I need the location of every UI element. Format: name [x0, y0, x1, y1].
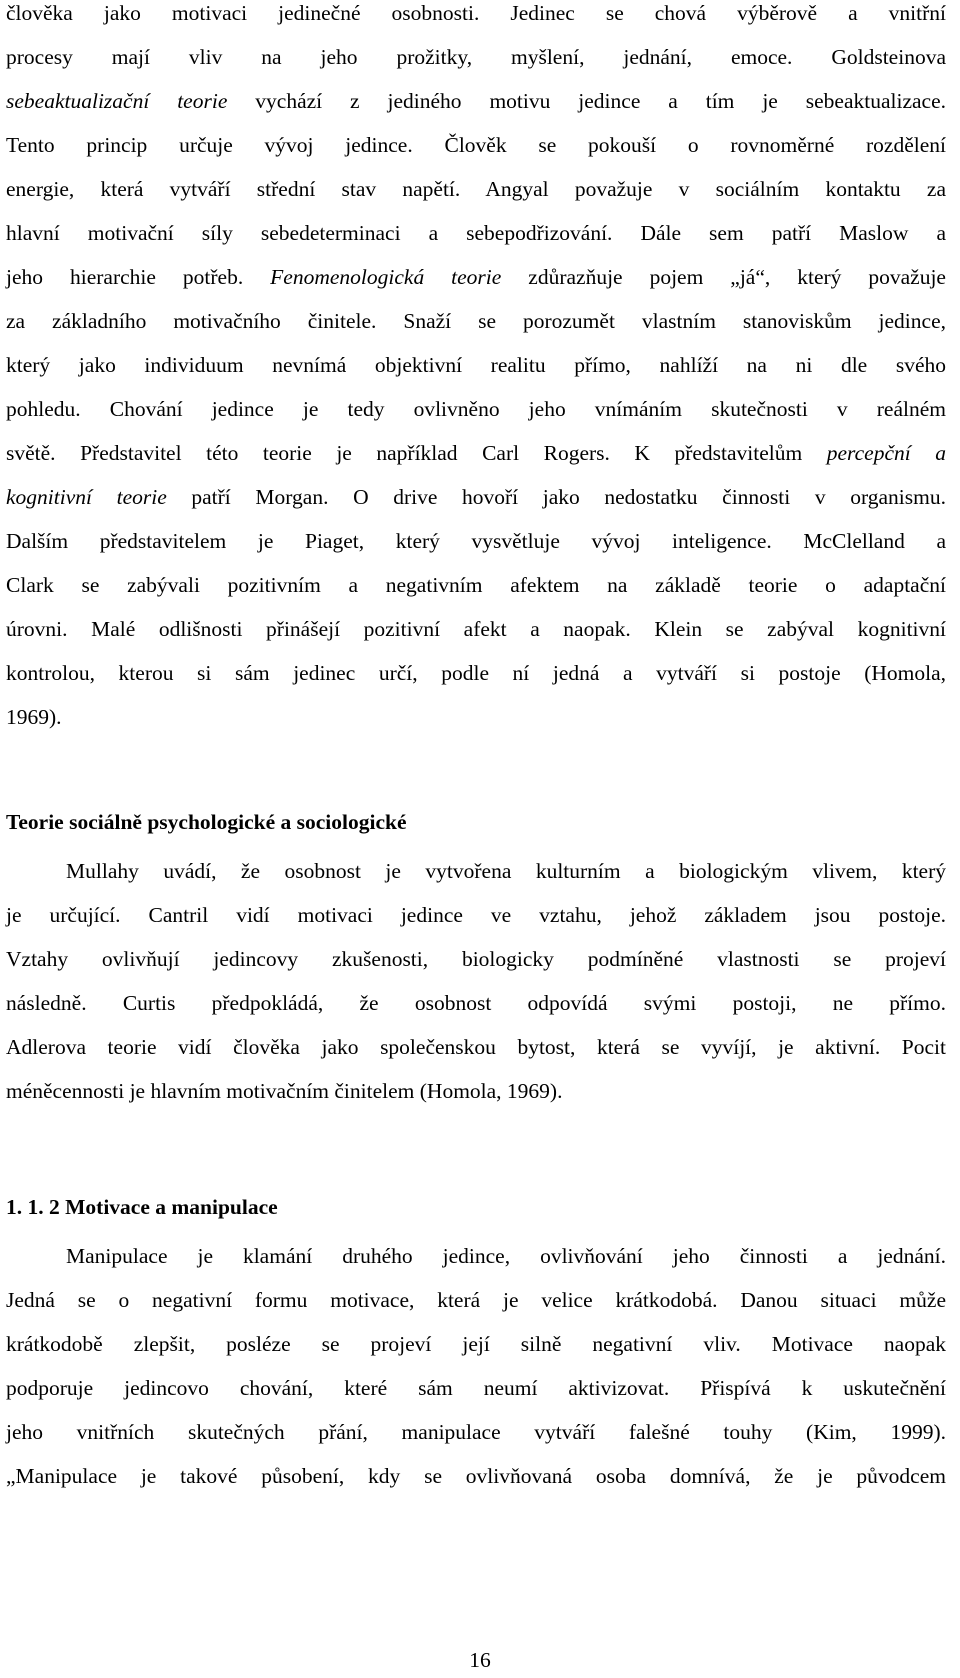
paragraph-line: podporuje jedincovo chování, které sám neumí aktivizovat. Přispívá k uskutečnění	[6, 1376, 946, 1400]
italic-term: percepční a	[826, 441, 947, 465]
paragraph-line: úrovni. Malé odlišnosti přinášejí pozitivní afekt a naopak. Klein se zabýval kognitivní	[6, 617, 946, 641]
paragraph-line: Jedná se o negativní formu motivace, která je velice krátkodobá. Danou situaci může	[6, 1288, 946, 1312]
paragraph-line: následně. Curtis předpokládá, že osobnost odpovídá svými postoji, ne přímo.	[6, 991, 946, 1015]
paragraph-line	[6, 259, 946, 295]
paragraph-line: procesy mají vliv na jeho prožitky, myšlení, jednání, emoce. Goldsteinova	[6, 45, 946, 69]
page-number: 16	[469, 1648, 491, 1672]
paragraph-line: Mullahy uvádí, že osobnost je vytvořena kulturním a biologickým vlivem, který	[66, 859, 946, 883]
text-span: světě. Představitel této teorie je například Carl Rogers. K představitelům	[6, 441, 827, 465]
paragraph-line	[6, 83, 946, 119]
paragraph-line: méněcennosti je hlavním motivačním činitelem (Homola, 1969).	[6, 1079, 563, 1103]
paragraph-line: je určující. Cantril vidí motivaci jedince ve vztahu, jehož základem jsou postoje.	[6, 903, 946, 927]
paragraph-line	[6, 479, 946, 515]
italic-term: Fenomenologická teorie	[270, 265, 502, 289]
text-span: zdůrazňuje pojem „já“, který považuje	[501, 265, 946, 289]
paragraph-line: Tento princip určuje vývoj jedince. Člověk se pokouší o rovnoměrné rozdělení	[6, 133, 946, 157]
paragraph-line: Vztahy ovlivňují jedincovy zkušenosti, biologicky podmíněné vlastnosti se projeví	[6, 947, 946, 971]
paragraph-line	[6, 435, 946, 471]
paragraph-line: „Manipulace je takové působení, kdy se ovlivňovaná osoba domnívá, že je původcem	[6, 1464, 946, 1488]
paragraph-line: jeho vnitřních skutečných přání, manipulace vytváří falešné touhy (Kim, 1999).	[6, 1420, 946, 1444]
text-span: jeho hierarchie potřeb.	[6, 265, 271, 289]
paragraph-line: Manipulace je klamání druhého jedince, ovlivňování jeho činnosti a jednání.	[66, 1244, 946, 1268]
paragraph-line: Adlerova teorie vidí člověka jako společenskou bytost, která se vyvíjí, je aktivní. Pocit	[6, 1035, 946, 1059]
section-heading: 1. 1. 2 Motivace a manipulace	[6, 1195, 278, 1219]
italic-term: sebeaktualizační teorie	[6, 89, 228, 113]
paragraph-line: energie, která vytváří střední stav napětí. Angyal považuje v sociálním kontaktu za	[6, 177, 946, 201]
text-span: vychází z jediného motivu jedince a tím je sebeaktualizace.	[227, 89, 947, 113]
paragraph-line: kontrolou, kterou si sám jedinec určí, podle ní jedná a vytváří si postoje (Homola,	[6, 661, 946, 685]
text-span: patří Morgan. O drive hovoří jako nedostatku činnosti v organismu.	[166, 485, 946, 509]
paragraph-line: 1969).	[6, 705, 62, 729]
paragraph-line: za základního motivačního činitele. Snaží se porozumět vlastním stanoviskům jedince,	[6, 309, 946, 333]
paragraph-line: krátkodobě zlepšit, posléze se projeví její silně negativní vliv. Motivace naopak	[6, 1332, 946, 1356]
paragraph-line: který jako individuum nevnímá objektivní realitu přímo, nahlíží na ni dle svého	[6, 353, 946, 377]
paragraph-line: člověka jako motivaci jedinečné osobnosti. Jedinec se chová výběrově a vnitřní	[6, 1, 946, 25]
paragraph-line: pohledu. Chování jedince je tedy ovlivněno jeho vnímáním skutečnosti v reálném	[6, 397, 946, 421]
paragraph-line: hlavní motivační síly sebedeterminaci a sebepodřizování. Dále sem patří Maslow a	[6, 221, 946, 245]
paragraph-line: Clark se zabývali pozitivním a negativním afektem na základě teorie o adaptační	[6, 573, 946, 597]
italic-term: kognitivní teorie	[6, 485, 167, 509]
section-heading: Teorie sociálně psychologické a sociologické	[6, 810, 407, 834]
paragraph-line: Dalším představitelem je Piaget, který vysvětluje vývoj inteligence. McClelland a	[6, 529, 946, 553]
